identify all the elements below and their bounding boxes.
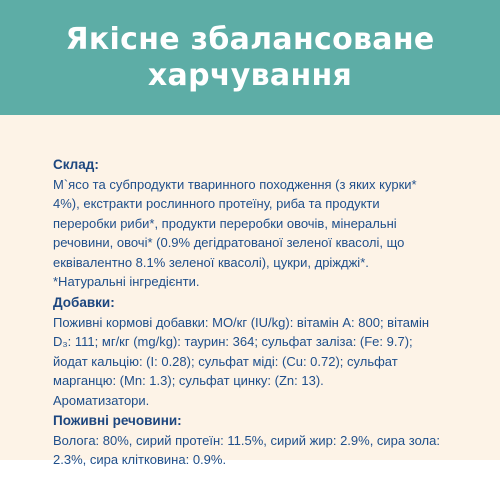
nutrients-line: 2.3%, сира клітковина: 0.9%. [53, 452, 227, 467]
ingredients-panel [0, 115, 500, 467]
composition-line: М`ясо та субпродукти тваринного походження (з яких курки* [53, 176, 417, 192]
composition-line: речовини, овочі* (0.9% дегідратованої зеленої квасолі, що [53, 235, 405, 250]
nutrients-section [53, 411, 453, 470]
additives-line: марганцю: (Mn: 1.3); сульфат цинку: (Zn: 13). [53, 373, 324, 388]
composition-line: еквівалентно 8.1% зеленої квасолі), цукри, дріжджі*. [53, 254, 369, 270]
banner-title-line-2: харчування [147, 57, 353, 93]
additives-line: Ароматизатори. [53, 392, 150, 408]
additives-section [53, 293, 453, 410]
nutrients-line: Вологa: 80%, сирий протеїн: 11.5%, сирий жир: 2.9%, сира зола: [53, 432, 440, 448]
additives-line: йодат кальцію: (I: 0.28); сульфат міді: (Cu: 0.72); сульфат [53, 353, 398, 369]
composition-section [53, 155, 453, 292]
header-banner [0, 0, 500, 115]
additives-title: Добавки: [53, 295, 115, 310]
composition-line: переробки риби*, продукти переробки овочів, мінеральні [53, 215, 397, 231]
composition-title: Склад: [53, 157, 99, 172]
nutrients-title: Поживні речовини: [53, 413, 182, 428]
banner-title-line-1: Якісне збалансоване [65, 21, 435, 57]
composition-footnote: *Натуральні інгредієнти. [53, 274, 200, 289]
composition-line: 4%), екстракти рослинного протеїну, риба та продукти [53, 196, 380, 211]
additives-line: D₃: 111; мг/кг (mg/kg): таурин: 364; сульфат заліза: (Fe: 9.7); [53, 334, 413, 349]
additives-line: Поживні кормові добавки: МО/кг (IU/kg): вітамін А: 800; вітамін [53, 314, 430, 330]
